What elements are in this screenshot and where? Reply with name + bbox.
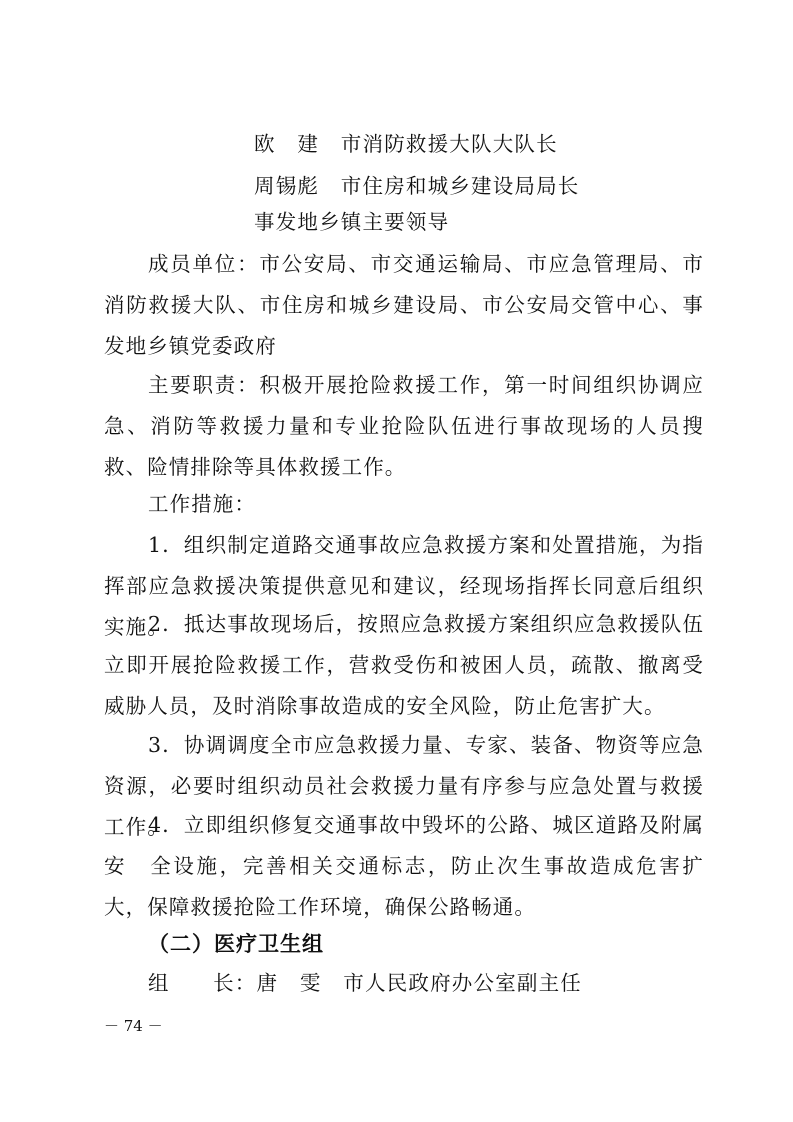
section-heading: （二）医疗卫生组: [148, 932, 324, 956]
measure-item-4: 4．立即组织修复交通事故中毁坏的公路、城区道路及附属安 全设施，完善相关交通标志，防止次生事故造成危害扩大，保障救援抢险工作环境，确保公路畅通。: [104, 813, 704, 919]
measure-item-3: 3．协调调度全市应急救援力量、专家、装备、物资等应急资源，必要时组织动员社会救援力量有序参与应急处置与救援工作。: [104, 733, 704, 839]
work-measures-title: 工作措施：: [148, 492, 256, 516]
measure-item-2: 2．抵达事故现场后，按照应急救援方案组织应急救援队伍立即开展抢险救援工作，营救受伤和被困人员，疏散、撤离受威胁人员，及时消除事故造成的安全风险，防止危害扩大。: [104, 612, 704, 718]
leader-line-2: 周锡彪 市住房和城乡建设局局长: [254, 174, 580, 198]
measure-item-1: 1．组织制定道路交通事故应急救援方案和处置措施，为指挥部应急救援决策提供意见和建议，经现场指挥长同意后组织实施。: [104, 533, 704, 639]
section-leader-line: 组 长：唐 雯 市人民政府办公室副主任: [148, 971, 582, 995]
leader-line-3: 事发地乡镇主要领导: [254, 210, 450, 234]
main-duties-paragraph: 主要职责：积极开展抢险救援工作，第一时间组织协调应急、消防等救援力量和专业抢险队伍进行事故现场的人员搜救、险情排除等具体救援工作。: [104, 373, 704, 479]
page-number: － 74 －: [104, 1017, 163, 1035]
member-units-paragraph: 成员单位：市公安局、市交通运输局、市应急管理局、市消防救援大队、市住房和城乡建设局、市公安局交管中心、事发地乡镇党委政府: [104, 252, 704, 358]
leader-line-1: 欧 建 市消防救援大队大队长: [254, 132, 558, 156]
